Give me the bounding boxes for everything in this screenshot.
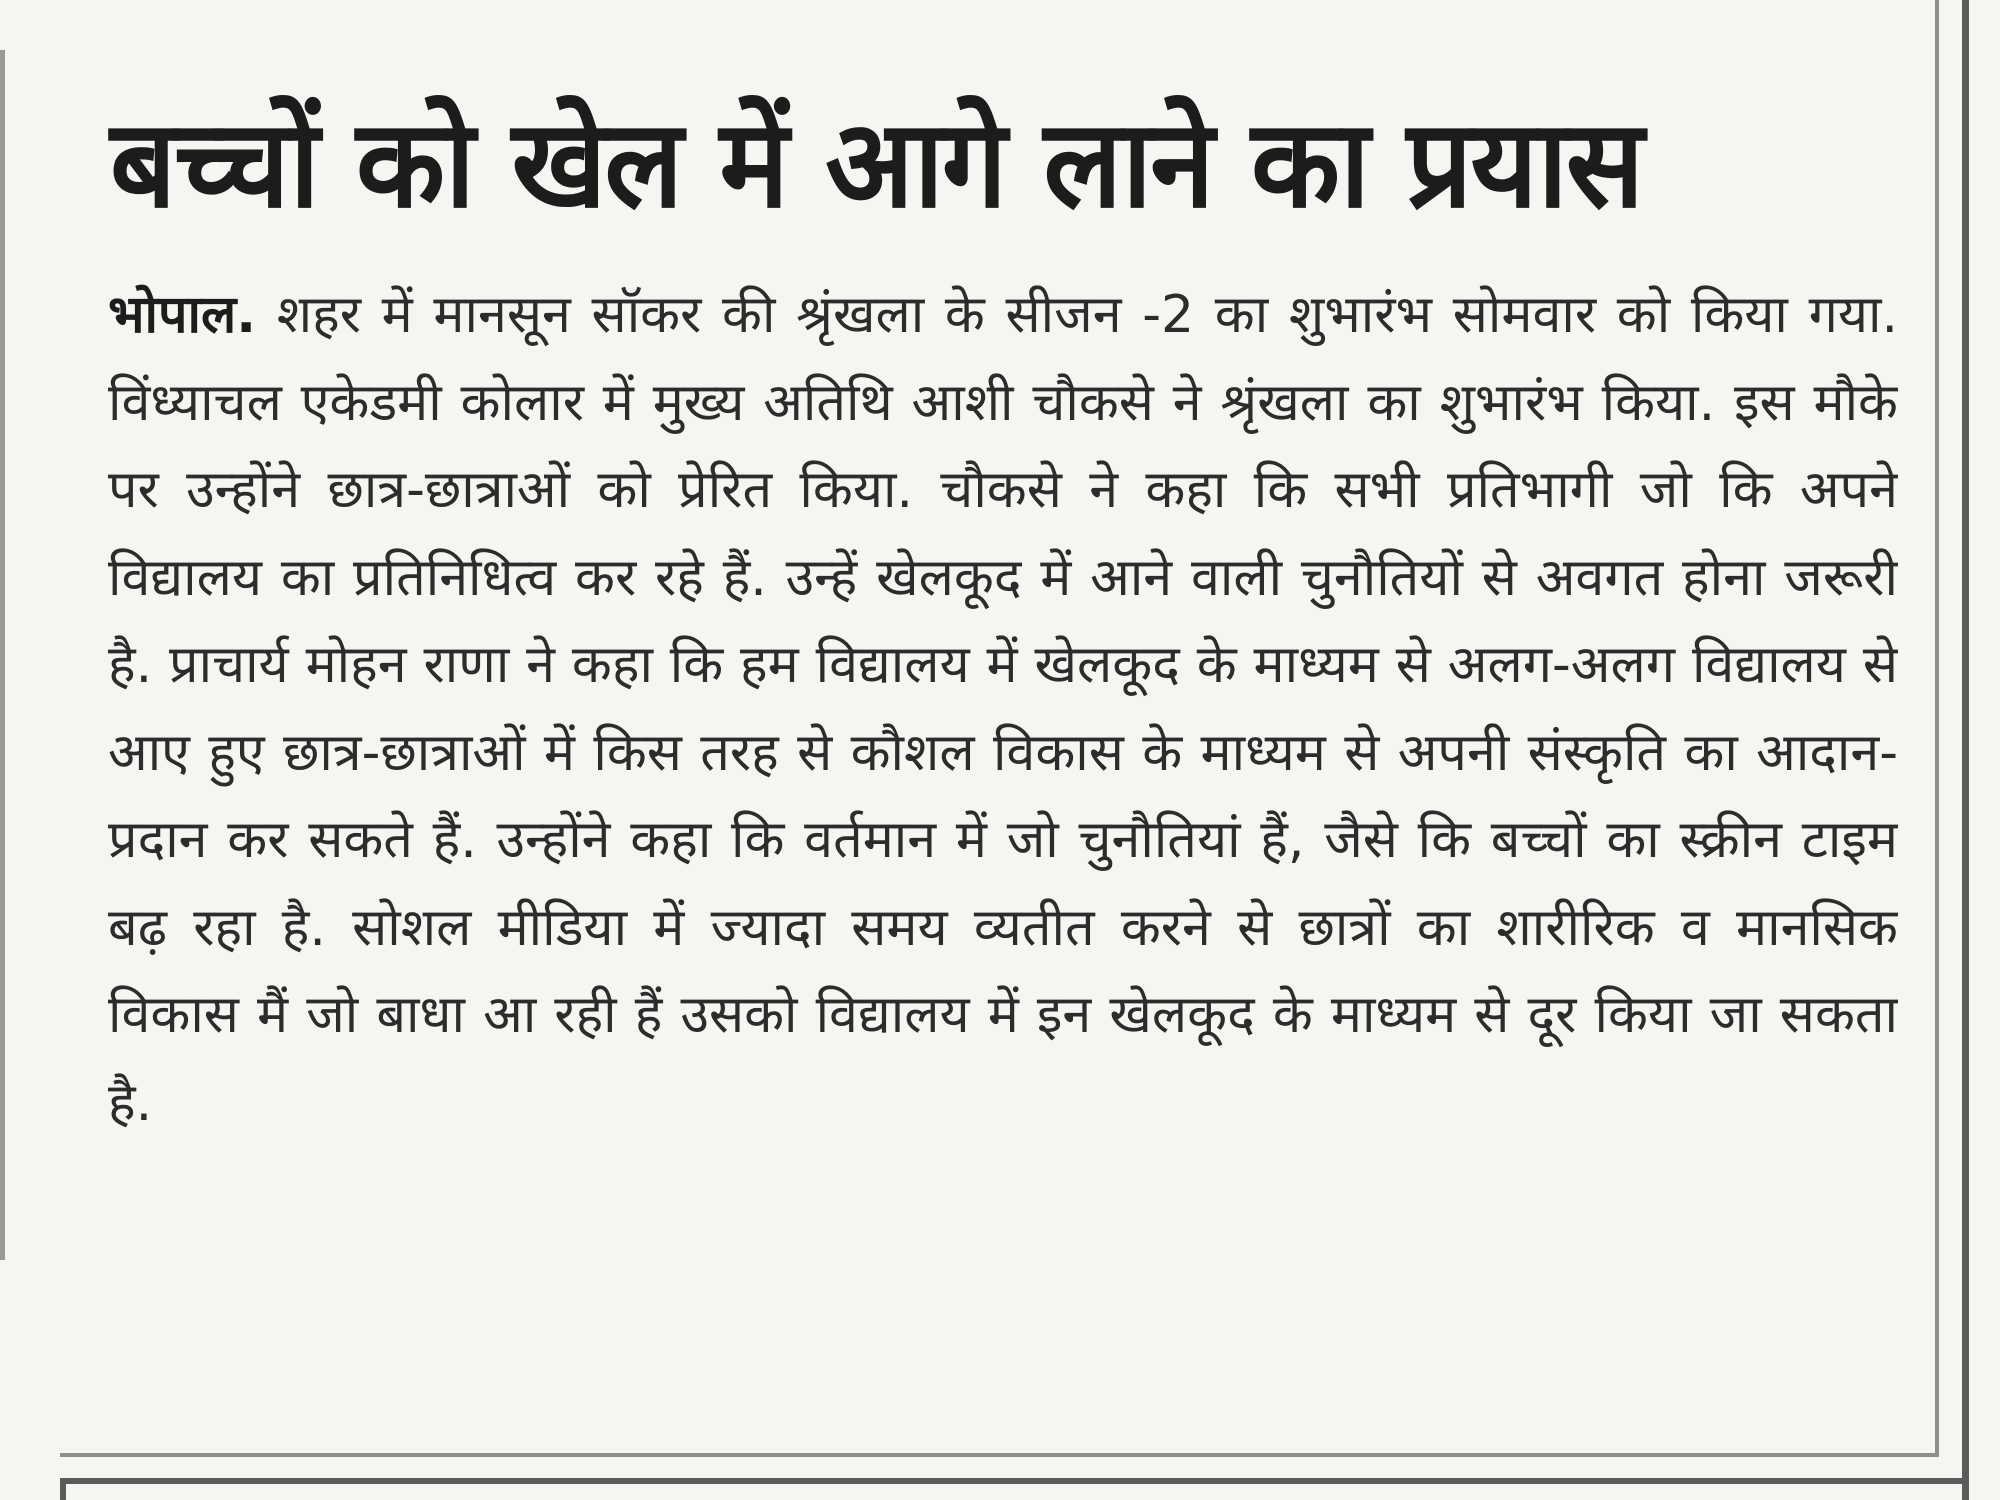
bottom-rule-lower: [60, 1478, 1969, 1484]
bottom-rule-upper: [60, 1453, 1939, 1457]
article-headline: बच्चों को खेल में आगे लाने का प्रयास: [110, 93, 1643, 236]
article-dateline: भोपाल.: [108, 285, 257, 345]
right-column-rule-inner: [1935, 0, 1939, 1455]
article-body-text: शहर में मानसून सॉकर की श्रृंखला के सीजन -2 का शुभारंभ सोमवार को किया गया. विंध्याचल एकेडमी कोलार में मुख्य अतिथि आशी चौकसे ने श्रृंखला का शुभारंभ किया. इस मौके पर उन्होंने छात्र-छात्राओं को प्रेरित किया. चौकसे ने कहा कि सभी प्रतिभागी जो कि अपने विद्यालय का प्रतिनिधित्व कर रहे हैं. उन्हें खेलकूद में आने वाली चुनौतियों से अवगत होना जरूरी है. प्राचार्य मोहन राणा ने कहा कि हम विद्यालय में खेलकूद के माध्यम से अलग-अलग विद्यालय से आए हुए छात्र-छात्राओं में किस तरह से कौशल विकास के माध्यम से अपनी संस्कृति का आदान-प्रदान कर सकते हैं. उन्होंने कहा कि वर्तमान में जो चुनौतियां हैं, जैसे कि बच्चों का स्क्रीन टाइम बढ़ रहा है. सोशल मीडिया में ज्यादा समय व्यतीत करने से छात्रों का शारीरिक व मानसिक विकास मैं जो बाधा आ रही हैं उसको विद्यालय में इन खेलकूद के माध्यम से दूर किया जा सकता है.: [108, 285, 1898, 1133]
right-column-rule-outer: [1962, 0, 1969, 1500]
article-body: [108, 272, 1898, 1412]
bottom-rule-tick: [60, 1478, 66, 1500]
left-column-rule: [0, 50, 5, 1260]
